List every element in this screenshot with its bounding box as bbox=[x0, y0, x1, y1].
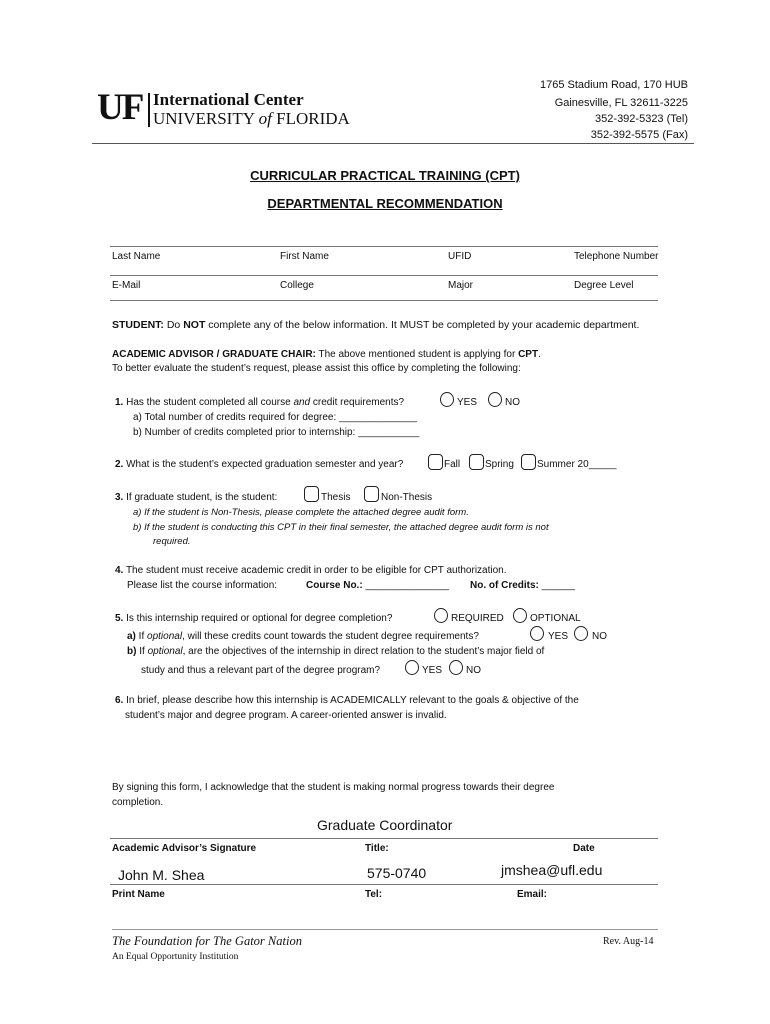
q5b-no-label: NO bbox=[466, 665, 481, 676]
question-5: 5. Is this internship required or optional for degree completion? bbox=[115, 613, 393, 624]
telephone-label: Telephone Number bbox=[574, 251, 659, 262]
q5b-no-radio[interactable] bbox=[449, 660, 463, 675]
question-6: 6. In brief, please describe how this internship is ACADEMICALLY relevant to the goals & objective of the bbox=[115, 695, 579, 706]
email-label: Email: bbox=[517, 889, 548, 900]
college-label: College bbox=[280, 280, 314, 291]
address-line: 352-392-5575 (Fax) bbox=[590, 129, 688, 141]
q2-spring-label: Spring bbox=[485, 459, 514, 470]
q1-yes-radio[interactable] bbox=[440, 392, 454, 407]
title-value[interactable]: Graduate Coordinator bbox=[317, 817, 453, 833]
field-rule bbox=[110, 246, 658, 247]
tel-value[interactable]: 575-0740 bbox=[367, 865, 427, 881]
q2-fall-label: Fall bbox=[444, 459, 461, 470]
question-6-line2: student’s major and degree program. A career-oriented answer is invalid. bbox=[125, 710, 447, 721]
q1-no-label: NO bbox=[505, 397, 520, 408]
question-2: 2. What is the student’s expected graduation semester and year? bbox=[115, 459, 404, 470]
q2-fall-checkbox[interactable] bbox=[428, 454, 443, 470]
q5-optional-label: OPTIONAL bbox=[530, 613, 581, 624]
q4-course-no: Course No.: _______________ bbox=[306, 580, 449, 591]
q3-sub-b: b) If the student is conducting this CPT in their final semester, the attached degree audit form is not bbox=[133, 522, 549, 533]
q5-optional-radio[interactable] bbox=[513, 608, 527, 623]
q4-course-info: Please list the course information: bbox=[127, 580, 278, 591]
q1-yes-label: YES bbox=[457, 397, 478, 408]
q5-sub-a: a) If optional, will these credits count towards the student degree requirements? bbox=[127, 631, 479, 642]
question-1: 1. Has the student completed all course and credit requirements? bbox=[115, 397, 405, 408]
q3-thesis-checkbox[interactable] bbox=[304, 486, 319, 502]
q5b-yes-radio[interactable] bbox=[405, 660, 419, 675]
q5a-no-label: NO bbox=[592, 631, 607, 642]
degree-level-label: Degree Level bbox=[574, 280, 634, 291]
question-4: 4. The student must receive academic credit in order to be eligible for CPT authorization. bbox=[115, 565, 507, 576]
q3-nonthesis-checkbox[interactable] bbox=[364, 486, 379, 502]
print-name-value[interactable]: John M. Shea bbox=[118, 867, 205, 883]
form-subtitle: DEPARTMENTAL RECOMMENDATION bbox=[267, 196, 503, 211]
tel-label: Tel: bbox=[365, 889, 383, 900]
footer-eoi: An Equal Opportunity Institution bbox=[112, 952, 239, 962]
question-3: 3. If graduate student, is the student: bbox=[115, 492, 278, 503]
title-label: Title: bbox=[365, 843, 389, 854]
email-label: E-Mail bbox=[112, 280, 141, 291]
advisor-intro: ACADEMIC ADVISOR / GRADUATE CHAIR: The above mentioned student is applying for CPT. bbox=[112, 349, 541, 360]
logo-divider bbox=[148, 93, 150, 127]
address-line: 352-392-5323 (Tel) bbox=[595, 113, 688, 125]
date-label: Date bbox=[573, 843, 595, 854]
form-title: CURRICULAR PRACTICAL TRAINING (CPT) bbox=[250, 168, 520, 183]
q5a-yes-label: YES bbox=[548, 631, 569, 642]
q2-summer-checkbox[interactable] bbox=[521, 454, 536, 470]
address-line: Gainesville, FL 32611-3225 bbox=[554, 97, 688, 109]
acknowledgement-line2: completion. bbox=[112, 797, 164, 808]
last-name-label: Last Name bbox=[112, 251, 161, 262]
q5b-yes-label: YES bbox=[422, 665, 443, 676]
major-label: Major bbox=[448, 280, 474, 291]
q5a-yes-radio[interactable] bbox=[530, 626, 544, 641]
q3-sub-b-cont: required. bbox=[153, 536, 191, 547]
q4-credits: No. of Credits: ______ bbox=[470, 580, 576, 591]
footer-revision: Rev. Aug-14 bbox=[603, 936, 654, 947]
advisor-signature-label: Academic Advisor’s Signature bbox=[112, 843, 257, 854]
first-name-label: First Name bbox=[280, 251, 329, 262]
q5-sub-b: b) If optional, are the objectives of the internship in direct relation to the student’s major field of bbox=[127, 646, 545, 657]
address-line: 1765 Stadium Road, 170 HUB bbox=[540, 79, 688, 91]
header-rule bbox=[92, 143, 694, 144]
q1-no-radio[interactable] bbox=[488, 392, 502, 407]
field-rule bbox=[110, 275, 658, 276]
q3-thesis-label: Thesis bbox=[321, 492, 351, 503]
q2-summer-label: Summer 20_____ bbox=[537, 459, 617, 470]
signature-rule bbox=[110, 884, 658, 885]
q5-required-label: REQUIRED bbox=[451, 613, 504, 624]
ufid-label: UFID bbox=[448, 251, 472, 262]
q5a-no-radio[interactable] bbox=[574, 626, 588, 641]
print-name-label: Print Name bbox=[112, 889, 165, 900]
signature-rule bbox=[110, 838, 658, 839]
footer-rule bbox=[112, 929, 658, 930]
q2-spring-checkbox[interactable] bbox=[469, 454, 484, 470]
uf-logo-mark: UF bbox=[97, 87, 143, 128]
q1-sub-a: a) Total number of credits required for degree: ______________ bbox=[133, 412, 417, 423]
logo-university-of-florida: UNIVERSITY of FLORIDA bbox=[153, 109, 350, 128]
q1-sub-b: b) Number of credits completed prior to internship: ___________ bbox=[133, 427, 420, 438]
email-value[interactable]: jmshea@ufl.edu bbox=[501, 862, 603, 878]
q3-sub-a: a) If the student is Non-Thesis, please complete the attached degree audit form. bbox=[133, 507, 469, 518]
q5-required-radio[interactable] bbox=[434, 608, 448, 623]
q5-sub-b-cont: study and thus a relevant part of the degree program? bbox=[141, 665, 381, 676]
field-rule bbox=[110, 300, 658, 301]
advisor-intro-line2: To better evaluate the student’s request, please assist this office by completing the following: bbox=[112, 363, 521, 374]
acknowledgement-line1: By signing this form, I acknowledge that the student is making normal progress towards their degree bbox=[112, 782, 555, 793]
logo-international-center: International Center bbox=[153, 90, 304, 109]
student-note: STUDENT: Do NOT complete any of the below information. It MUST be completed by your academic department. bbox=[112, 319, 640, 331]
uf-logo bbox=[97, 87, 357, 130]
footer-tagline: The Foundation for The Gator Nation bbox=[112, 934, 302, 948]
q3-nonthesis-label: Non-Thesis bbox=[381, 492, 433, 503]
